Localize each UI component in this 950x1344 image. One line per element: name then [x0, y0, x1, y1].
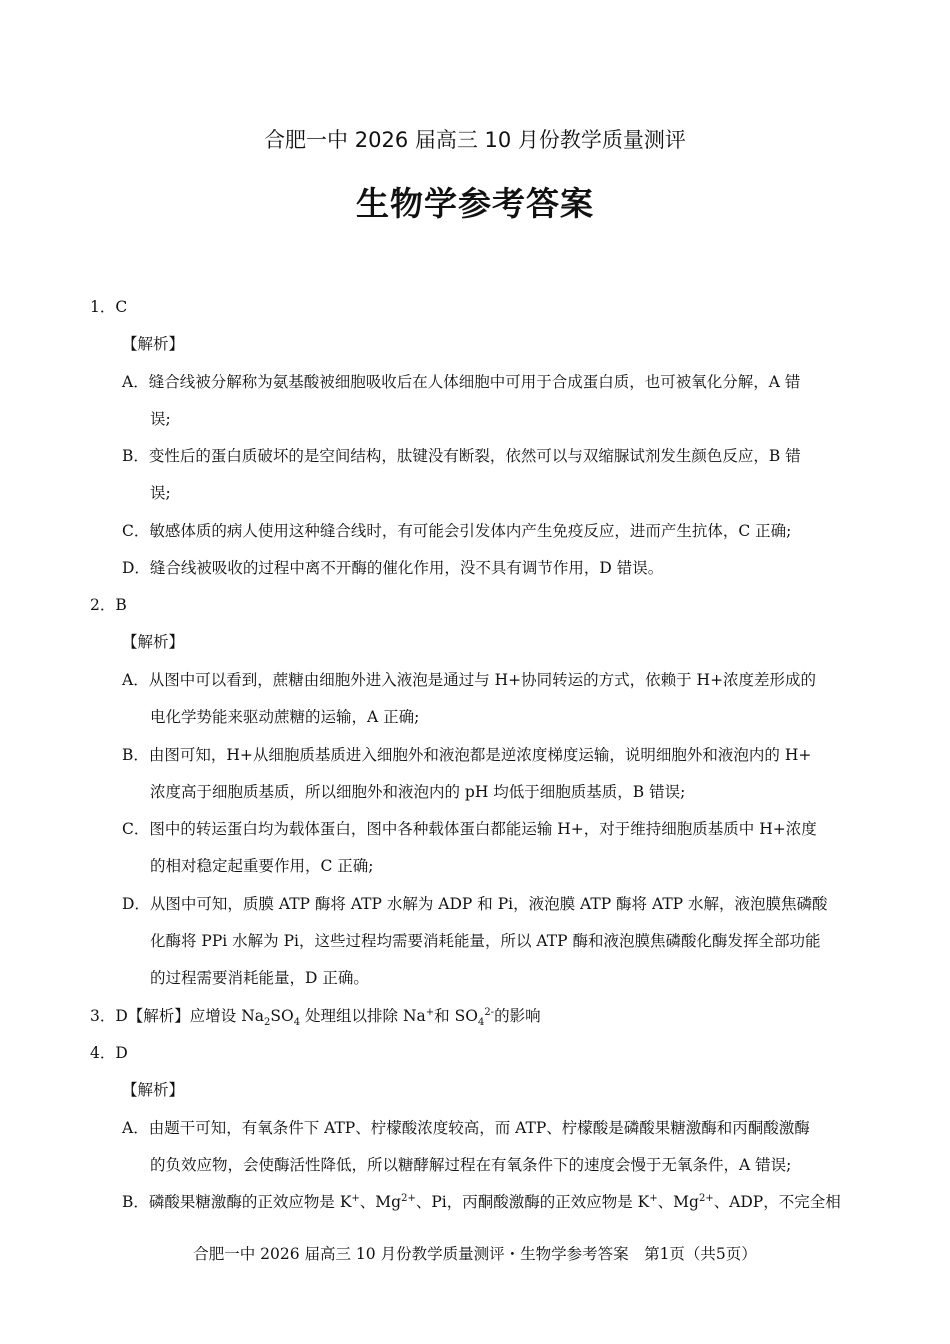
q4b-sup-1: +: [351, 1192, 360, 1204]
q3-sub-2: 4: [293, 1017, 301, 1029]
q4b-text-3: 、Pi，丙酮酸激酶的正效应物是 K: [415, 1193, 650, 1211]
q3-text-5: 的影响: [494, 1007, 541, 1025]
q4b-text-2: 、Mg: [359, 1193, 402, 1211]
q3-text-2: SO: [270, 1007, 294, 1025]
subject-title: 生物学参考答案: [356, 184, 594, 223]
q4b-text-4: 、Mg: [657, 1193, 699, 1211]
question-4-answer: 4．D: [90, 1044, 128, 1062]
q1-option-b-line2: 误;: [150, 484, 171, 502]
q4b-text-1: B．磷酸果糖激酶的正效应物是 K: [122, 1193, 352, 1211]
q2-option-d-line1: D．从图中可知，质膜 ATP 酶将 ATP 水解为 ADP 和 Pi，液泡膜 ATP 酶将 ATP 水解，液泡膜焦磷酸: [122, 895, 828, 913]
q4-option-a-line2: 的负效应物，会使酶活性降低，所以糖酵解过程在有氧条件下的速度会慢于无氧条件，A 错误;: [150, 1156, 792, 1174]
question-2-analysis-heading: 【解析】: [122, 633, 185, 651]
q1-option-a-line1: A．缝合线被分解称为氨基酸被细胞吸收后在人体细胞中可用于合成蛋白质，也可被氧化分解，A 错: [122, 373, 801, 391]
page-footer: 合肥一中 2026 届高三 10 月份教学质量测评・生物学参考答案 第1页（共5页）: [193, 1245, 757, 1263]
q3-text-3: 处理组以排除 Na: [300, 1007, 426, 1025]
q3-text-1: 3．D【解析】应增设 Na: [90, 1007, 265, 1025]
q4-option-b-line1: [122, 1192, 841, 1212]
q2-option-c-line2: 的相对稳定起重要作用，C 正确;: [150, 857, 374, 875]
q4-option-a-line1: A．由题干可知，有氧条件下 ATP、柠檬酸浓度较高，而 ATP、柠檬酸是磷酸果糖激酶和丙酮酸激酶: [122, 1119, 810, 1137]
q1-option-b-line1: B．变性后的蛋白质破坏的是空间结构，肽键没有断裂，依然可以与双缩脲试剂发生颜色反应，B 错: [122, 447, 801, 465]
q3-sup-1: +: [425, 1006, 435, 1018]
q1-option-a-line2: 误;: [150, 410, 171, 428]
q3-text-4: 和 SO: [434, 1007, 478, 1025]
question-4-analysis-heading: 【解析】: [122, 1081, 185, 1099]
q2-option-b-line2: 浓度高于细胞质基质，所以细胞外和液泡内的 pH 均低于细胞质基质，B 错误;: [150, 783, 686, 801]
question-1-answer: 1．C: [90, 298, 128, 316]
q4b-sup-4: 2+: [698, 1192, 714, 1204]
q2-option-d-line2: 化酶将 PPi 水解为 Pi，这些过程均需要消耗能量，所以 ATP 酶和液泡膜焦磷酸化酶发挥全部功能: [150, 932, 821, 950]
q1-option-d-line1: D．缝合线被吸收的过程中离不开酶的催化作用，没不具有调节作用，D 错误。: [122, 559, 664, 577]
q4b-sup-3: +: [649, 1192, 658, 1204]
question-1-analysis-heading: 【解析】: [122, 335, 185, 353]
q2-option-a-line1: A．从图中可以看到，蔗糖由细胞外进入液泡是通过与 H+协同转运的方式，依赖于 H+浓度差形成的: [122, 671, 817, 689]
q4b-text-5: 、ADP，不完全相: [713, 1193, 841, 1211]
q2-option-d-line3: 的过程需要消耗能量，D 正确。: [150, 969, 369, 987]
question-2-answer: 2．B: [90, 596, 127, 614]
question-3-answer: [90, 1006, 541, 1029]
exam-title: 合肥一中 2026 届高三 10 月份教学质量测评: [264, 128, 686, 152]
q2-option-c-line1: C．图中的转运蛋白均为载体蛋白，图中各种载体蛋白都能运输 H+，对于维持细胞质基质中 H+浓度: [122, 820, 817, 838]
q3-sub-3: 4: [477, 1017, 485, 1029]
q3-sub-1: 2: [264, 1017, 271, 1029]
q2-option-a-line2: 电化学势能来驱动蔗糖的运输，A 正确;: [150, 708, 420, 726]
q2-option-b-line1: B．由图可知，H+从细胞质基质进入细胞外和液泡都是逆浓度梯度运输，说明细胞外和液泡内的 H+: [122, 746, 812, 764]
q4b-sup-2: 2+: [401, 1192, 416, 1204]
q3-sup-2: 2-: [484, 1006, 495, 1018]
q1-option-c-line1: C．敏感体质的病人使用这种缝合线时，有可能会引发体内产生免疫反应，进而产生抗体，C 正确;: [122, 522, 792, 540]
